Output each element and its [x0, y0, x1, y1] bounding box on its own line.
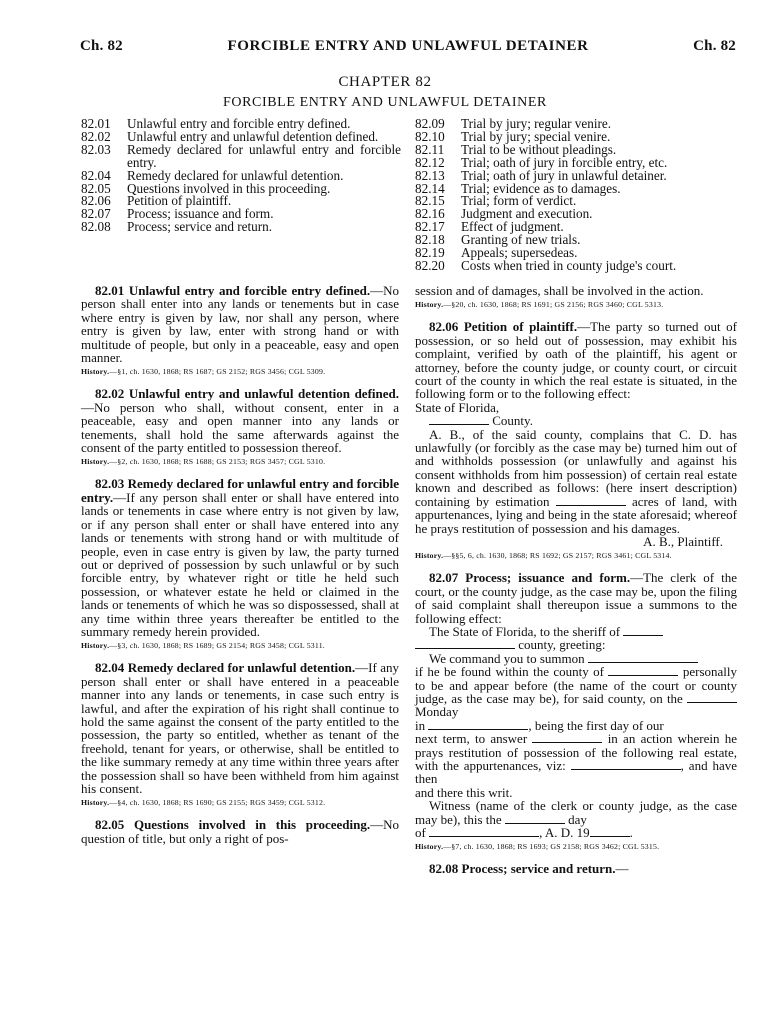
form-complaint-text: A. B., of the said county, complains that C. D. has unlawfully (or forcibly as the case may be) turned him out of and withholds possession (or unlawfully and against his consent withholds from him possession) of certain real estate known and described as follows: (here insert description) containing by estimation: [415, 426, 737, 509]
history-label: History.: [81, 798, 110, 808]
section-title: Unlawful entry and unlawful detention defined.: [128, 386, 399, 402]
chapter-title: CHAPTER 82: [338, 74, 432, 90]
toc-title: Unlawful entry and forcible entry defined.: [127, 116, 351, 131]
toc-title: Questions involved in this proceeding.: [127, 180, 331, 196]
summons-line-8: [415, 799, 737, 826]
summons-text: , and have then: [415, 758, 737, 787]
form-complaint-body: [415, 428, 737, 535]
blank-line: [687, 692, 737, 703]
blank-line: [429, 826, 539, 837]
section-number: 82.07: [429, 570, 459, 586]
toc-number: 82.12: [415, 154, 445, 170]
table-of-contents-right: [415, 118, 737, 273]
history-label: History.: [81, 457, 110, 467]
summons-text: Monday: [415, 704, 459, 720]
summons-line-1: [415, 625, 737, 638]
toc-title: Appeals; supersedeas.: [461, 245, 578, 261]
toc-title: Effect of judgment.: [461, 219, 564, 235]
history-text: —§7, ch. 1630, 1868; RS 1693; GS 2158; RGS 3462; CGL 5315.: [443, 842, 660, 852]
blank-line: [415, 638, 515, 649]
section-82-04: [81, 661, 399, 795]
section-number: 82.03: [95, 476, 125, 492]
toc-entry: [415, 257, 737, 273]
toc-title: Trial by jury; special venire.: [461, 128, 611, 144]
right-text-column: [415, 284, 737, 876]
summons-line-4: [415, 665, 737, 719]
toc-number: 82.05: [81, 180, 111, 196]
toc-title: Petition of plaintiff.: [127, 193, 232, 209]
section-title: Remedy declared for unlawful entry and forcible entry.: [81, 476, 400, 505]
toc-number: 82.03: [81, 141, 111, 157]
summons-line-3: [415, 652, 737, 665]
form-signature: A. B., Plaintiff.: [643, 533, 723, 549]
history-label: History.: [81, 367, 110, 377]
running-header: [80, 38, 736, 55]
summons-line-5: [415, 719, 737, 732]
section-82-07: [415, 571, 737, 625]
toc-title: Unlawful entry and unlawful detention defined.: [127, 128, 379, 144]
left-text-column: [81, 284, 399, 845]
toc-entry: [81, 141, 401, 170]
history-label: History.: [415, 551, 444, 561]
toc-title: Trial; form of verdict.: [461, 193, 577, 209]
section-82-05-continued: session and of damages, shall be involved in the action.: [415, 283, 704, 298]
summons-line-7: and there this writ.: [415, 784, 513, 800]
section-body: —The clerk of the court, or the county judge, as the case may be, upon the filing of said complaint shall thereupon issue a summons to the following effect:: [415, 570, 737, 626]
history-text: —§2, ch. 1630, 1868; RS 1688; GS 2153; RGS 3457; CGL 5310.: [109, 457, 326, 467]
summons-text: day: [568, 811, 587, 827]
summons-text: in an action wherein he prays restitution of possession of the following real estate, with the appurtenances, viz:: [415, 731, 737, 773]
toc-title: Process; issuance and form.: [127, 206, 274, 222]
blank-line: [623, 625, 663, 636]
section-number: 82.06: [429, 319, 459, 335]
history-note: [81, 367, 399, 376]
summons-line-6: [415, 732, 737, 786]
section-title: Remedy declared for unlawful detention.: [127, 660, 356, 676]
blank-line: [505, 813, 565, 824]
toc-number: 82.11: [415, 141, 445, 157]
summons-text: .: [629, 825, 633, 841]
toc-number: 82.19: [415, 245, 445, 261]
toc-number: 82.13: [415, 167, 445, 183]
history-text: —§1, ch. 1630, 1868; RS 1687; GS 2152; RGS 3456; CGL 5309.: [109, 367, 326, 377]
section-82-06: [415, 320, 737, 400]
section-body: —No person who shall, without consent, enter in a peaceable, easy and open manner into any lands or tenements, shall hold the same afterwards against the consent of the party entitled to possession thereof.: [81, 399, 399, 456]
toc-number: 82.14: [415, 180, 445, 196]
section-number: 82.04: [95, 660, 125, 676]
summons-line-9: [415, 826, 737, 839]
toc-number: 82.06: [81, 193, 111, 209]
summons-text: Witness (name of the clerk or county judge, as the case may be), this the: [415, 798, 737, 827]
summons-text: , being the first day of our: [528, 717, 664, 733]
toc-title: Remedy declared for unlawful detention.: [127, 167, 344, 183]
section-82-01: [81, 284, 399, 364]
form-state-line: State of Florida,: [415, 399, 500, 415]
section-number: 82.08: [429, 861, 459, 877]
section-title: Process; service and return.: [461, 861, 616, 877]
section-title: Unlawful entry and forcible entry defined.: [128, 283, 371, 298]
blank-line: [590, 826, 630, 837]
toc-number: 82.04: [81, 167, 111, 183]
toc-title: Granting of new trials.: [461, 232, 581, 248]
chapter-subtitle: FORCIBLE ENTRY AND UNLAWFUL DETAINER: [223, 95, 547, 110]
section-body: —No person shall enter into any lands or tenements but in case where entry is given by law, nor shall any person, where entry is given by law, enter with strong hand or with multitude of people, but only in a peaceable, easy and open manner.: [81, 283, 399, 366]
section-body: —If any person shall enter or shall have entered into lands or tenements in case where entry is not given by law, or if any person shall enter or shall have entered into any lands or tenements with strong hand or with multitude of people, even in case entry is given by law, the party turned out or deprived of possession by such unlawful or by such forcible entry, by whatever right or title he held such possession, or whatever estate he held or claimed in the lands or tenements of which he was so dispossessed, shall at any time within three years thereafter be entitled to the summary remedy herein provided.: [81, 489, 399, 639]
toc-title: Remedy declared for unlawful entry and forcible entry.: [127, 141, 401, 170]
summons-text: next term, to answer: [415, 731, 528, 747]
toc-title: Trial by jury; regular venire.: [461, 116, 612, 131]
summons-text: of: [415, 825, 426, 841]
toc-number: 82.16: [415, 206, 445, 222]
toc-number: 82.07: [81, 206, 111, 222]
blank-line: [571, 759, 681, 770]
toc-title: Trial; oath of jury in unlawful detainer.: [461, 167, 667, 183]
toc-number: 82.20: [415, 257, 445, 273]
toc-entry: [81, 221, 401, 234]
summons-text: The State of Florida, to the sheriff of: [429, 623, 621, 639]
form-county-line: [415, 414, 737, 427]
toc-title: Costs when tried in county judge's court.: [461, 257, 677, 273]
summons-text: , A. D. 19: [539, 825, 590, 841]
blank-line: [608, 665, 678, 676]
summons-text: if he be found within the county of: [415, 664, 605, 680]
summons-text: county, greeting:: [518, 637, 606, 653]
toc-title: Process; service and return.: [127, 219, 273, 235]
history-note: [415, 551, 737, 560]
history-text: —§§5, 6, ch. 1630, 1868; RS 1692; GS 2157; RGS 3461; CGL 5314.: [443, 551, 672, 561]
toc-title: Trial; evidence as to damages.: [461, 180, 621, 196]
history-label: History.: [81, 641, 110, 651]
blank-line: [588, 652, 698, 663]
section-number: 82.05: [95, 817, 125, 833]
header-chapter-right: Ch. 82: [693, 38, 736, 54]
history-note: [81, 641, 399, 650]
blank-line: [532, 732, 602, 743]
form-county-text: County.: [492, 413, 533, 429]
section-number: 82.02: [95, 386, 125, 402]
toc-number: 82.08: [81, 219, 111, 235]
toc-number: 82.18: [415, 232, 445, 248]
history-note: [415, 300, 737, 309]
history-label: History.: [415, 300, 444, 310]
section-82-03: [81, 477, 399, 638]
blank-line: [429, 414, 489, 425]
toc-title: Trial; oath of jury in forcible entry, etc.: [461, 154, 668, 170]
section-title: Questions involved in this proceeding.: [133, 817, 371, 833]
history-note: [81, 457, 399, 466]
toc-number: 82.09: [415, 116, 445, 131]
history-text: —§20, ch. 1630, 1868; RS 1691; GS 2156; RGS 3460; CGL 5313.: [443, 300, 664, 310]
blank-line: [556, 495, 626, 506]
section-dash: —: [615, 861, 629, 877]
summons-text: We command you to summon: [429, 650, 585, 666]
section-title: Process; issuance and form.: [465, 570, 631, 586]
summons-line-2: [415, 638, 737, 651]
form-complaint-text-2: acres of land, with appurtenances, lying and being in the state aforesaid; whereof he prays restitution of possession and his damages.: [415, 493, 738, 536]
section-body: —No question of title, but only a right of pos-: [81, 817, 400, 846]
section-82-05: [81, 818, 399, 845]
history-note: [415, 842, 737, 851]
toc-number: 82.15: [415, 193, 445, 209]
section-title: Petition of plaintiff.: [463, 319, 578, 335]
header-chapter-left: Ch. 82: [80, 38, 123, 54]
history-note: [81, 798, 399, 807]
blank-line: [428, 719, 528, 730]
table-of-contents-left: [81, 118, 401, 234]
summons-text: personally to be and appear before (the name of the court or county judge, as the case may be), for said county, on the: [415, 664, 738, 706]
toc-number: 82.17: [415, 219, 445, 235]
history-text: —§4, ch. 1630, 1868; RS 1690; GS 2155; RGS 3459; CGL 5312.: [109, 798, 326, 808]
history-text: —§3, ch. 1630, 1868; RS 1689; GS 2154; RGS 3458; CGL 5311.: [109, 641, 325, 651]
toc-number: 82.10: [415, 128, 445, 144]
summons-text: in: [415, 717, 426, 733]
history-label: History.: [415, 842, 444, 852]
header-title: FORCIBLE ENTRY AND UNLAWFUL DETAINER: [227, 38, 589, 54]
toc-number: 82.02: [81, 128, 111, 144]
section-body: —The party so turned out of possession, or so held out of possession, may exhibit his complaint, verified by oath of the plaintiff, his agent or attorney, before the county judge, or county court, or circuit court of the county in which the real estate is situated, in the following form or to the following effect:: [415, 319, 738, 402]
section-82-02: [81, 387, 399, 454]
toc-title: Judgment and execution.: [461, 206, 593, 222]
toc-number: 82.01: [81, 116, 111, 131]
section-82-08: [415, 862, 737, 875]
section-number: 82.01: [95, 283, 125, 298]
toc-title: Trial to be without pleadings.: [461, 141, 617, 157]
section-body: —If any person shall enter or shall have entered in a peaceable manner into any lands or tenements, in case such entry is lawful, and after the expiration of his right shall continue to hold the same against the consent of the party entitled to the possession, the party so entitled, whether as tenant of the freehold, tenant for years, or otherwise, shall be entitled to the like summary remedy at any time within three years after the possession shall so have been withheld from him against his consent.: [81, 660, 399, 796]
